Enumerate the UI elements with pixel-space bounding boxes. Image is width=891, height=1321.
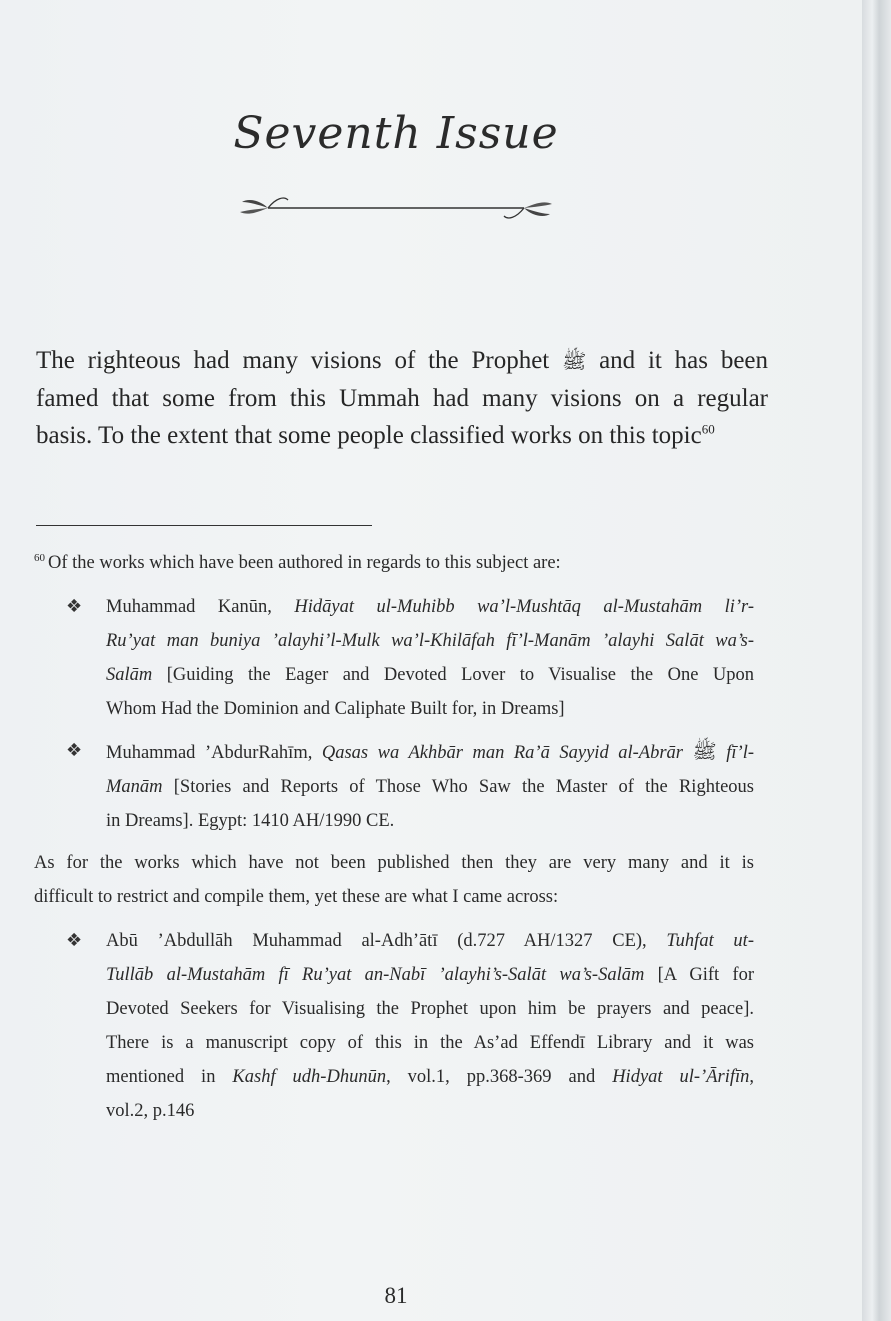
bullet-line: Whom Had the Dominion and Caliphate Built for, in Dreams] — [106, 699, 565, 719]
bullet-line: mentioned in Kashf udh-Dhunūn, vol.1, pp.368-369 and Hidyat ul-’Ārifīn, — [106, 1067, 755, 1087]
footnote-bullet-item — [34, 734, 754, 838]
footnote-intro: $^{60}$ Of the works which have been authored in regards to this subject are: — [34, 551, 561, 573]
main-paragraph — [36, 342, 768, 454]
decorative-divider-ornament — [238, 188, 554, 228]
bullet-diamond-icon: ❖ — [66, 740, 83, 761]
bullet-line: Abū ’Abdullāh Muhammad al-Adh’ātī (d.727 AH/1327 CE), Tuhfat ut- — [106, 931, 754, 951]
bullet-line: Muhammad Kanūn, Hidāyat ul-Muhibb wa’l-Mushtāq al-Mustahām li’r- — [106, 597, 754, 617]
main-line-1: The righteous had many visions of the Prophet ﷺ and it has been — [36, 347, 769, 374]
footnote-separator — [36, 525, 372, 526]
main-line-3: basis. To the extent that some people classified works on this topic$^{60}$ — [36, 421, 715, 449]
unpublished-intro — [34, 846, 754, 914]
bullet-line: Muhammad ’AbdurRahīm, Qasas wa Akhbār man Ra’ā Sayyid al-Abrār ﷺ fī’l- — [106, 739, 755, 763]
footnote-reference: 60 — [701, 421, 715, 437]
footnote-bullet-item — [34, 924, 754, 1128]
bullet-line: Ru’yat man buniya ’alayhi’l-Mulk wa’l-Khilāfah fī’l-Manām ’alayhi Salāt wa’s- — [106, 631, 754, 651]
footnotes-section — [34, 550, 754, 1136]
bullet-diamond-icon: ❖ — [66, 596, 83, 617]
bullet-line: Tullāb al-Mustahām fī Ru’yat an-Nabī ’alayhi’s-Salāt wa’s-Salām [A Gift for — [106, 965, 754, 985]
chapter-title: Seventh Issue — [233, 108, 559, 159]
bullet-line: vol.2, p.146 — [106, 1101, 195, 1121]
salawat-symbol: ﷺ — [692, 739, 717, 763]
bullet-line: Salām [Guiding the Eager and Devoted Lover to Visualise the One Upon — [106, 665, 754, 685]
bullet-line: Manām [Stories and Reports of Those Who Saw the Master of the Righteous — [106, 777, 754, 797]
main-line-2: famed that some from this Ummah had many visions on a regular — [36, 385, 768, 412]
salawat-symbol: ﷺ — [562, 349, 587, 373]
bullet-line: There is a manuscript copy of this in the As’ad Effendī Library and it was — [106, 1033, 754, 1053]
page-number: 81 — [384, 1283, 408, 1308]
bullet-line: Devoted Seekers for Visualising the Prophet upon him be prayers and peace]. — [106, 999, 754, 1019]
bullet-line: in Dreams]. Egypt: 1410 AH/1990 CE. — [106, 811, 395, 831]
footnote-bullet-item — [34, 590, 754, 726]
para-line: difficult to restrict and compile them, yet these are what I came across: — [34, 887, 559, 907]
footnote-number: 60 — [34, 551, 45, 564]
para-line: As for the works which have not been published then they are very many and it is — [34, 853, 754, 873]
bullet-diamond-icon: ❖ — [66, 930, 83, 951]
book-page-edge — [862, 0, 891, 1321]
